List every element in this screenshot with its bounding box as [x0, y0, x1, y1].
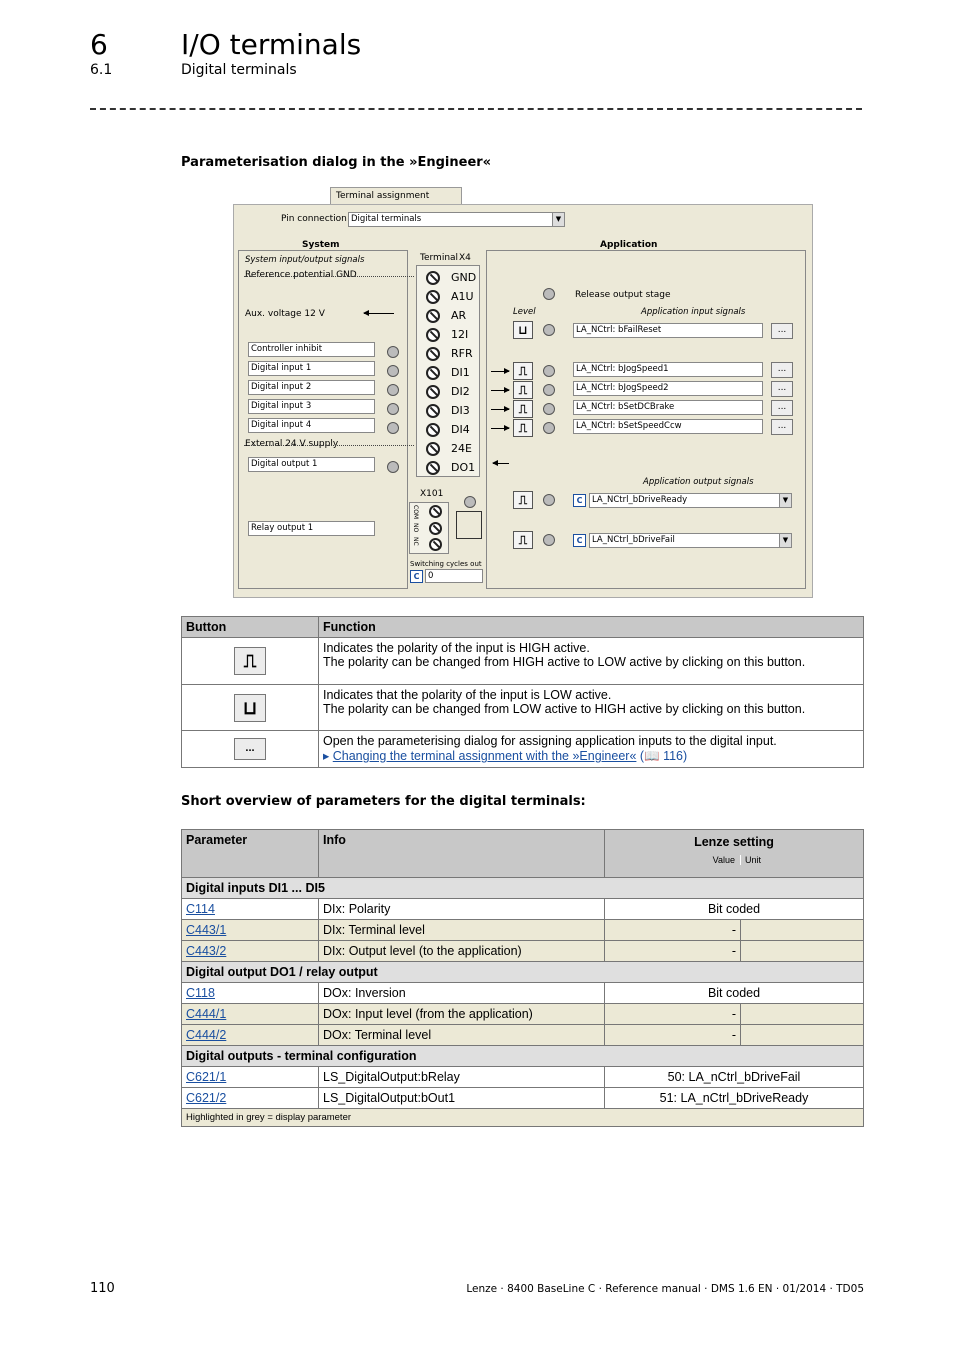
param-info: DOx: Inversion: [319, 983, 605, 1004]
relay-switch-icon: [456, 511, 482, 539]
led-relay: [464, 496, 476, 508]
low-active-button-icon: ⊔: [234, 694, 266, 722]
lenze-setting-label: Lenze setting: [694, 835, 774, 849]
param-link[interactable]: C444/2: [186, 1028, 227, 1042]
param-info: DOx: Input level (from the application): [319, 1004, 605, 1025]
function-line: Indicates the polarity of the input is HIGH active.: [323, 641, 590, 655]
param-link[interactable]: C444/1: [186, 1007, 227, 1021]
param-info: LS_DigitalOutput:bRelay: [319, 1067, 605, 1088]
field-digital-input-2: Digital input 2: [248, 380, 375, 395]
led-release-output: [543, 288, 555, 300]
gnd-connector: [244, 276, 414, 277]
app-output-select-2[interactable]: [589, 533, 792, 548]
param-value: -: [605, 1025, 741, 1046]
switching-cycles-value: 0: [425, 569, 483, 583]
param-overview-heading: Short overview of parameters for the digital terminals:: [181, 794, 586, 809]
param-link[interactable]: C621/1: [186, 1070, 227, 1084]
param-link[interactable]: C621/2: [186, 1091, 227, 1105]
di2-arrow: [491, 390, 509, 391]
polarity-high-button-relay[interactable]: ⎍: [513, 531, 533, 549]
engineer-dialog: [233, 204, 813, 598]
header-divider: [90, 108, 862, 110]
di3-arrow: [491, 409, 509, 410]
function-line: The polarity can be changed from LOW active to HIGH active by clicking on this button.: [323, 702, 806, 716]
app-input-browse-4[interactable]: ...: [771, 400, 793, 416]
c-badge-output-1[interactable]: C: [573, 494, 586, 507]
aux-voltage-arrow: [364, 313, 394, 314]
terminal-do1: DO1: [451, 461, 476, 474]
col-unit: Unit: [745, 855, 762, 865]
switching-cycles-label: Switching cycles out: [410, 560, 482, 568]
pin-connection-label: Pin connection: [281, 214, 347, 224]
screw-icon: [426, 385, 440, 399]
screw-icon: [426, 461, 440, 475]
system-io-label: System input/output signals: [245, 255, 365, 265]
table-row: [182, 1025, 864, 1046]
screw-icon: [429, 522, 442, 535]
document-reference: Lenze · 8400 BaseLine C · Reference manual · DMS 1.6 EN · 01/2014 · TD05: [466, 1283, 864, 1295]
engineer-link[interactable]: Changing the terminal assignment with the »Engineer«: [332, 749, 637, 763]
param-unit: [741, 1004, 864, 1025]
field-digital-input-1: Digital input 1: [248, 361, 375, 376]
led-app-input-4: [543, 403, 555, 415]
button-table: [181, 616, 864, 768]
app-output-value-1: LA_NCtrl_bDriveReady: [592, 495, 688, 505]
field-relay-output-1: Relay output 1: [248, 521, 375, 536]
led-controller-inhibit: [387, 346, 399, 358]
led-app-output-2: [543, 534, 555, 546]
link-arrow-icon: ▸: [323, 749, 333, 763]
param-value: -: [605, 1004, 741, 1025]
param-info: LS_DigitalOutput:bOut1: [319, 1088, 605, 1109]
terminal-di4: DI4: [451, 423, 470, 436]
param-link[interactable]: C443/1: [186, 923, 227, 937]
screw-icon: [426, 290, 440, 304]
terminal-gnd: GND: [451, 271, 477, 284]
terminal-di1: DI1: [451, 366, 470, 379]
polarity-high-button-di1[interactable]: ⎍: [513, 362, 533, 380]
high-active-button-icon: ⎍: [234, 647, 266, 675]
param-info: DIx: Output level (to the application): [319, 941, 605, 962]
terminal-ar: AR: [451, 309, 467, 322]
polarity-high-button-di4[interactable]: ⎍: [513, 419, 533, 437]
col-parameter: Parameter: [182, 830, 319, 878]
param-unit: [741, 1025, 864, 1046]
polarity-high-button-di2[interactable]: ⎍: [513, 381, 533, 399]
table-row: [182, 731, 864, 768]
release-output-label: Release output stage: [575, 290, 671, 300]
terminal-a1u: A1U: [451, 290, 474, 303]
table-row: [182, 983, 864, 1004]
field-digital-output-1: Digital output 1: [248, 457, 375, 472]
col-function: Function: [319, 617, 864, 638]
ellipsis-button-icon: ...: [234, 738, 266, 760]
param-value: 50: LA_nCtrl_bDriveFail: [605, 1067, 864, 1088]
app-input-field-5: LA_NCtrl: bSetSpeedCcw: [573, 419, 763, 434]
param-link[interactable]: C443/2: [186, 944, 227, 958]
table-row: [182, 920, 864, 941]
function-line: Indicates that the polarity of the input is LOW active.: [323, 688, 612, 702]
function-line: Open the parameterising dialog for assigning application inputs to the digital input.: [323, 734, 777, 748]
table-footnote: Highlighted in grey = display parameter: [182, 1109, 864, 1127]
screw-icon: [426, 366, 440, 380]
group-digital-inputs: Digital inputs DI1 ... DI5: [182, 878, 864, 899]
terminal-12i: 12I: [451, 328, 469, 341]
table-row: [182, 941, 864, 962]
screw-icon: [429, 538, 442, 551]
page-ref[interactable]: (📖 116): [636, 749, 688, 763]
app-output-signals-label: Application output signals: [643, 477, 754, 487]
led-app-input-3: [543, 384, 555, 396]
app-output-select-1[interactable]: [589, 493, 792, 508]
screw-icon: [426, 423, 440, 437]
tab-terminal-assignment[interactable]: Terminal assignment: [330, 187, 462, 205]
param-unit: [741, 920, 864, 941]
field-controller-inhibit: Controller inhibit: [248, 342, 375, 357]
terminal-rfr: RFR: [451, 347, 473, 360]
app-output-value-2: LA_NCtrl_bDriveFail: [592, 535, 675, 545]
polarity-low-button[interactable]: ⊔: [513, 321, 533, 339]
col-button: Button: [182, 617, 319, 638]
param-value: -: [605, 941, 741, 962]
col-info: Info: [319, 830, 605, 878]
ext-24v-connector: [244, 445, 414, 446]
screw-icon: [429, 505, 442, 518]
app-input-browse-1[interactable]: ...: [771, 323, 793, 339]
led-app-input-1: [543, 324, 555, 336]
param-value: Bit coded: [605, 899, 864, 920]
table-row: [182, 1088, 864, 1109]
polarity-high-button-di3[interactable]: ⎍: [513, 400, 533, 418]
group-digital-output: Digital output DO1 / relay output: [182, 962, 864, 983]
screw-icon: [426, 442, 440, 456]
x101-label: X101: [420, 489, 444, 499]
param-info: DOx: Terminal level: [319, 1025, 605, 1046]
terminal-x4-label: X4: [459, 253, 471, 263]
table-row: [182, 685, 864, 731]
field-digital-input-3: Digital input 3: [248, 399, 375, 414]
led-app-output-1: [543, 494, 555, 506]
do1-arrow: [493, 463, 509, 464]
polarity-high-button-do1[interactable]: ⎍: [513, 491, 533, 509]
chevron-down-icon: ▼: [779, 534, 791, 547]
app-input-signals-label: Application input signals: [641, 307, 746, 317]
led-app-input-2: [543, 365, 555, 377]
screw-icon: [426, 347, 440, 361]
group-terminal-config: Digital outputs - terminal configuration: [182, 1046, 864, 1067]
led-app-input-5: [543, 422, 555, 434]
param-value: 51: LA_nCtrl_bDriveReady: [605, 1088, 864, 1109]
section-number: 6.1: [90, 62, 113, 78]
screw-icon: [426, 309, 440, 323]
chapter-number: 6: [90, 28, 108, 61]
pin-connection-select[interactable]: [348, 212, 565, 227]
application-panel: [486, 250, 806, 589]
table-row: [182, 1004, 864, 1025]
table-row: [182, 638, 864, 685]
param-value: -: [605, 920, 741, 941]
col-lenze-setting: [605, 830, 864, 878]
terminal-strip-x4: [416, 265, 480, 477]
c-badge-output-2[interactable]: C: [573, 534, 586, 547]
terminal-di2: DI2: [451, 385, 470, 398]
di4-arrow: [491, 428, 509, 429]
system-panel: [238, 250, 408, 589]
param-link[interactable]: C118: [186, 986, 215, 1000]
col-value: Value: [605, 855, 741, 865]
param-unit: [741, 941, 864, 962]
led-digital-input-2: [387, 384, 399, 396]
app-input-field-2: LA_NCtrl: bJogSpeed1: [573, 362, 763, 377]
pin-connection-value: Digital terminals: [351, 214, 422, 224]
parameter-table: [181, 829, 864, 1127]
app-input-browse-3[interactable]: ...: [771, 381, 793, 397]
relay-nc-label: NC: [412, 537, 419, 546]
app-input-field-4: LA_NCtrl: bSetDCBrake: [573, 400, 763, 415]
application-title: Application: [600, 240, 658, 250]
terminal-24e: 24E: [451, 442, 472, 455]
led-digital-input-3: [387, 403, 399, 415]
terminal-label: Terminal: [420, 253, 459, 263]
chevron-down-icon: ▼: [552, 213, 564, 226]
field-digital-input-4: Digital input 4: [248, 418, 375, 433]
screw-icon: [426, 328, 440, 342]
function-line: The polarity can be changed from HIGH active to LOW active by clicking on this button.: [323, 655, 806, 669]
param-value: Bit coded: [605, 983, 864, 1004]
chevron-down-icon: ▼: [779, 494, 791, 507]
screw-icon: [426, 404, 440, 418]
chapter-title: I/O terminals: [181, 28, 362, 61]
ext-24v-label: External 24 V supply: [245, 439, 339, 449]
level-label: Level: [513, 307, 536, 317]
aux-voltage-label: Aux. voltage 12 V: [245, 309, 325, 319]
app-input-browse-5[interactable]: ...: [771, 419, 793, 435]
relay-com-label: COM: [412, 505, 419, 520]
c-badge-switching[interactable]: C: [410, 570, 423, 583]
param-info: DIx: Polarity: [319, 899, 605, 920]
app-input-field-3: LA_NCtrl: bJogSpeed2: [573, 381, 763, 396]
table-row: [182, 899, 864, 920]
system-title: System: [302, 240, 340, 250]
param-link[interactable]: C114: [186, 902, 215, 916]
led-digital-input-4: [387, 422, 399, 434]
app-input-browse-2[interactable]: ...: [771, 362, 793, 378]
relay-terminal-x101: [409, 502, 449, 554]
relay-no-label: NO: [412, 523, 419, 533]
led-digital-output-1: [387, 461, 399, 473]
ref-gnd-label: Reference potential GND: [245, 270, 357, 280]
param-info: DIx: Terminal level: [319, 920, 605, 941]
app-input-field-1: LA_NCtrl: bFailReset: [573, 323, 763, 338]
di1-arrow: [491, 371, 509, 372]
led-digital-input-1: [387, 365, 399, 377]
table-row: [182, 1067, 864, 1088]
section-title: Digital terminals: [181, 62, 297, 78]
terminal-di3: DI3: [451, 404, 470, 417]
page-number: 110: [90, 1281, 115, 1296]
dialog-heading: Parameterisation dialog in the »Engineer«: [181, 155, 492, 170]
screw-icon: [426, 271, 440, 285]
